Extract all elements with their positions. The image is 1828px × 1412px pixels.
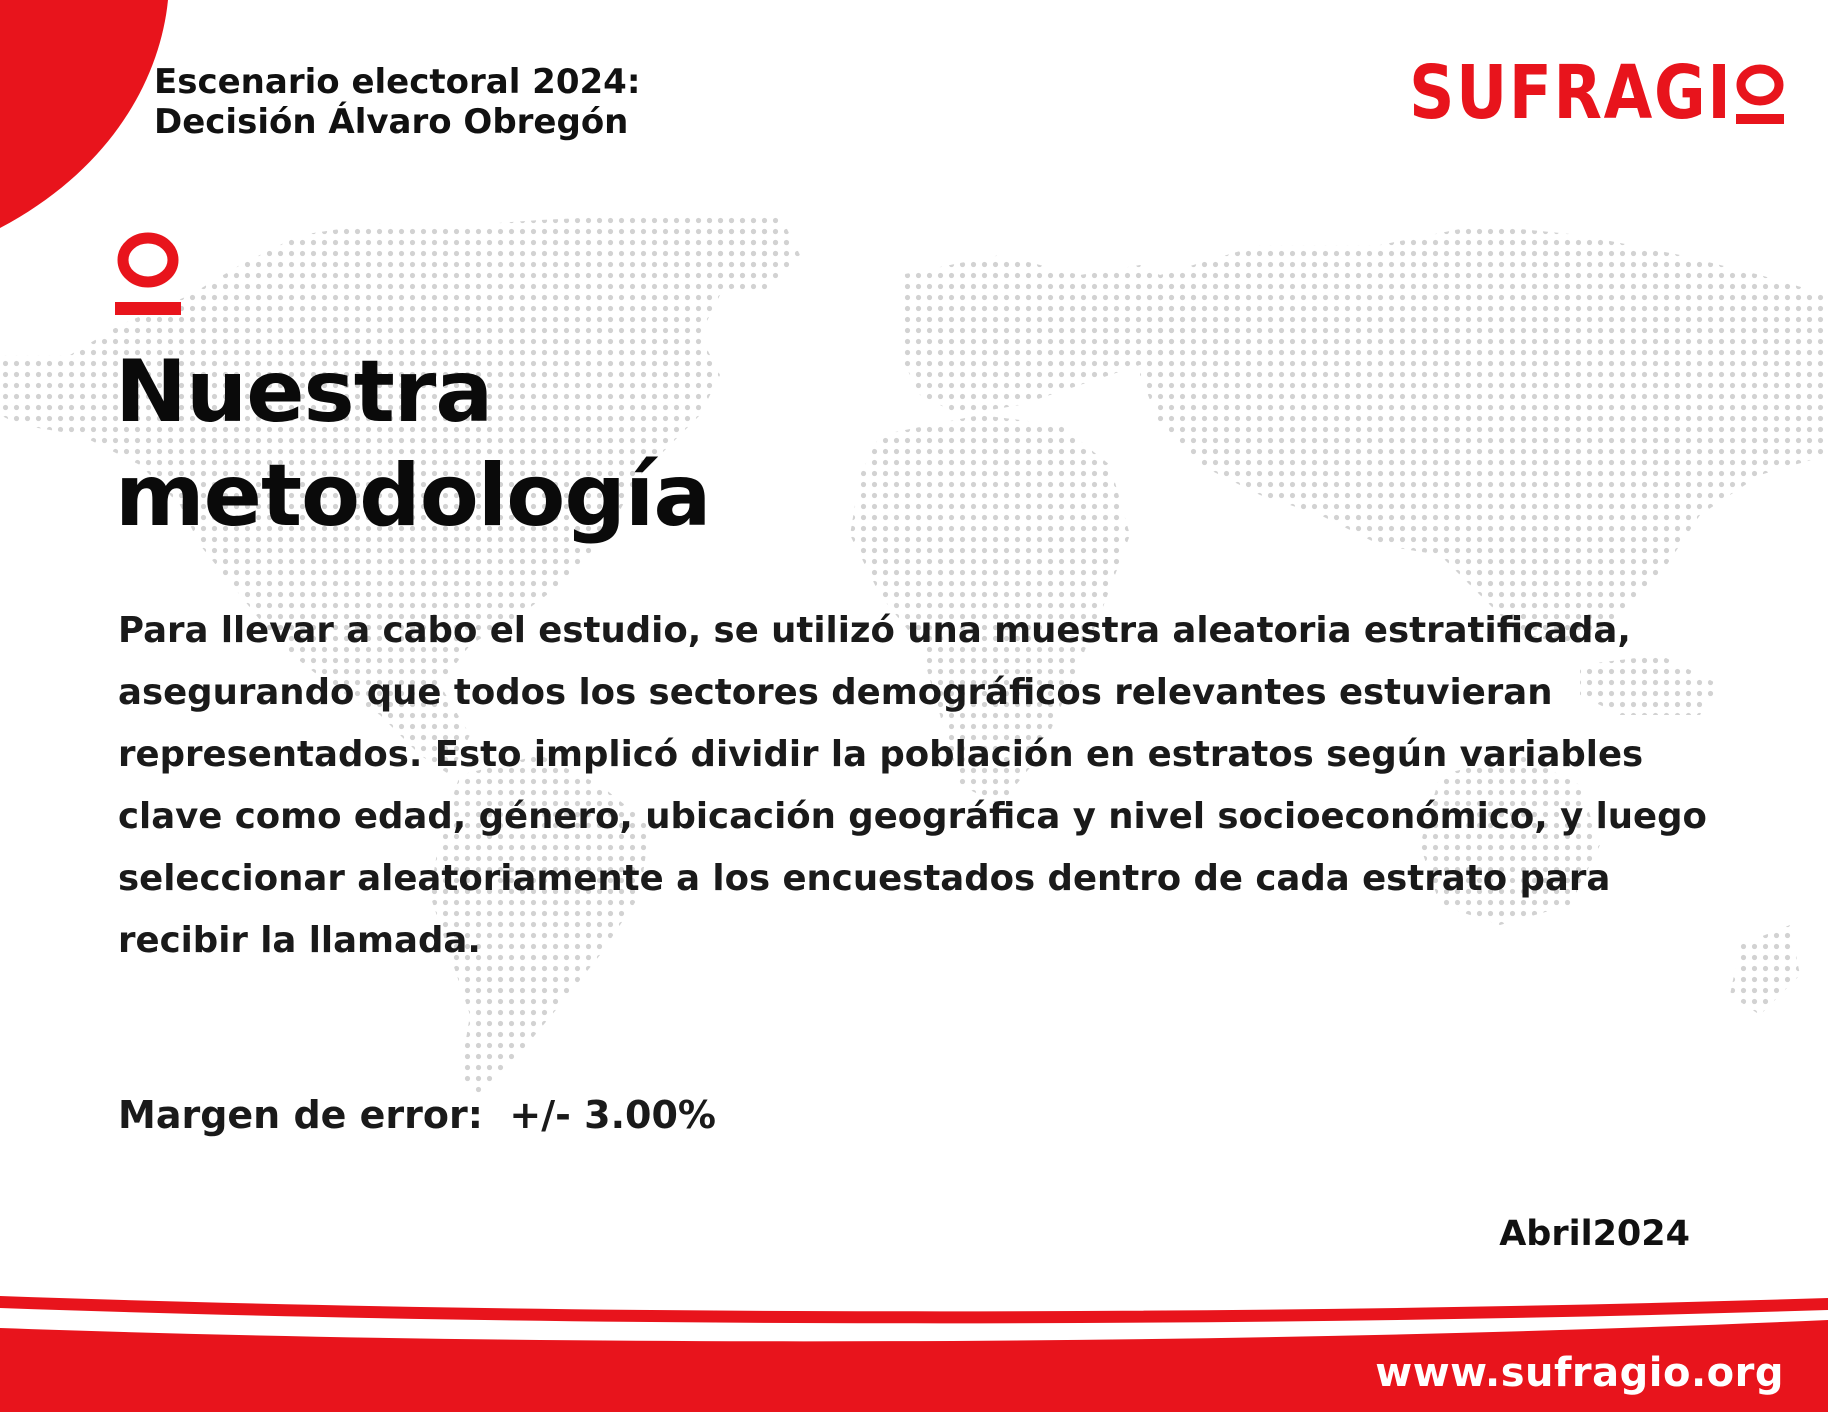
corner-arc-decoration	[0, 0, 180, 240]
margin-of-error-value: +/- 3.00%	[509, 1093, 716, 1137]
header-title-line2: Decisión Álvaro Obregón	[154, 102, 629, 142]
sufragio-logo	[1352, 48, 1786, 138]
header-title	[154, 62, 640, 142]
section-heading	[115, 340, 710, 548]
margin-of-error-label: Margen de error:	[118, 1093, 483, 1137]
section-heading-line2: metodología	[115, 446, 711, 546]
header-title-line1: Escenario electoral 2024:	[154, 62, 641, 102]
methodology-paragraph: Para llevar a cabo el estudio, se utilizó una muestra aleatoria estratificada, asegurando que todos los sectores demográficos relevantes estuvieran representados. Esto implicó dividir la población en estratos según variables clave como edad, género, ubicación geográfica y nivel socioeconómico, y luego seleccionar aleatoriamente a los encuestados dentro de cada estrato para recibir la llamada.	[118, 610, 1707, 961]
section-mark-icon	[115, 232, 181, 318]
logo-text: SUFRAGI	[1408, 50, 1732, 136]
section-heading-line1: Nuestra	[115, 342, 493, 442]
underlined-o-icon	[1734, 64, 1786, 128]
footer-website-link[interactable]: www.sufragio.org	[1375, 1350, 1784, 1396]
margin-of-error	[118, 1085, 716, 1145]
publication-date: Abril2024	[1499, 1214, 1690, 1254]
